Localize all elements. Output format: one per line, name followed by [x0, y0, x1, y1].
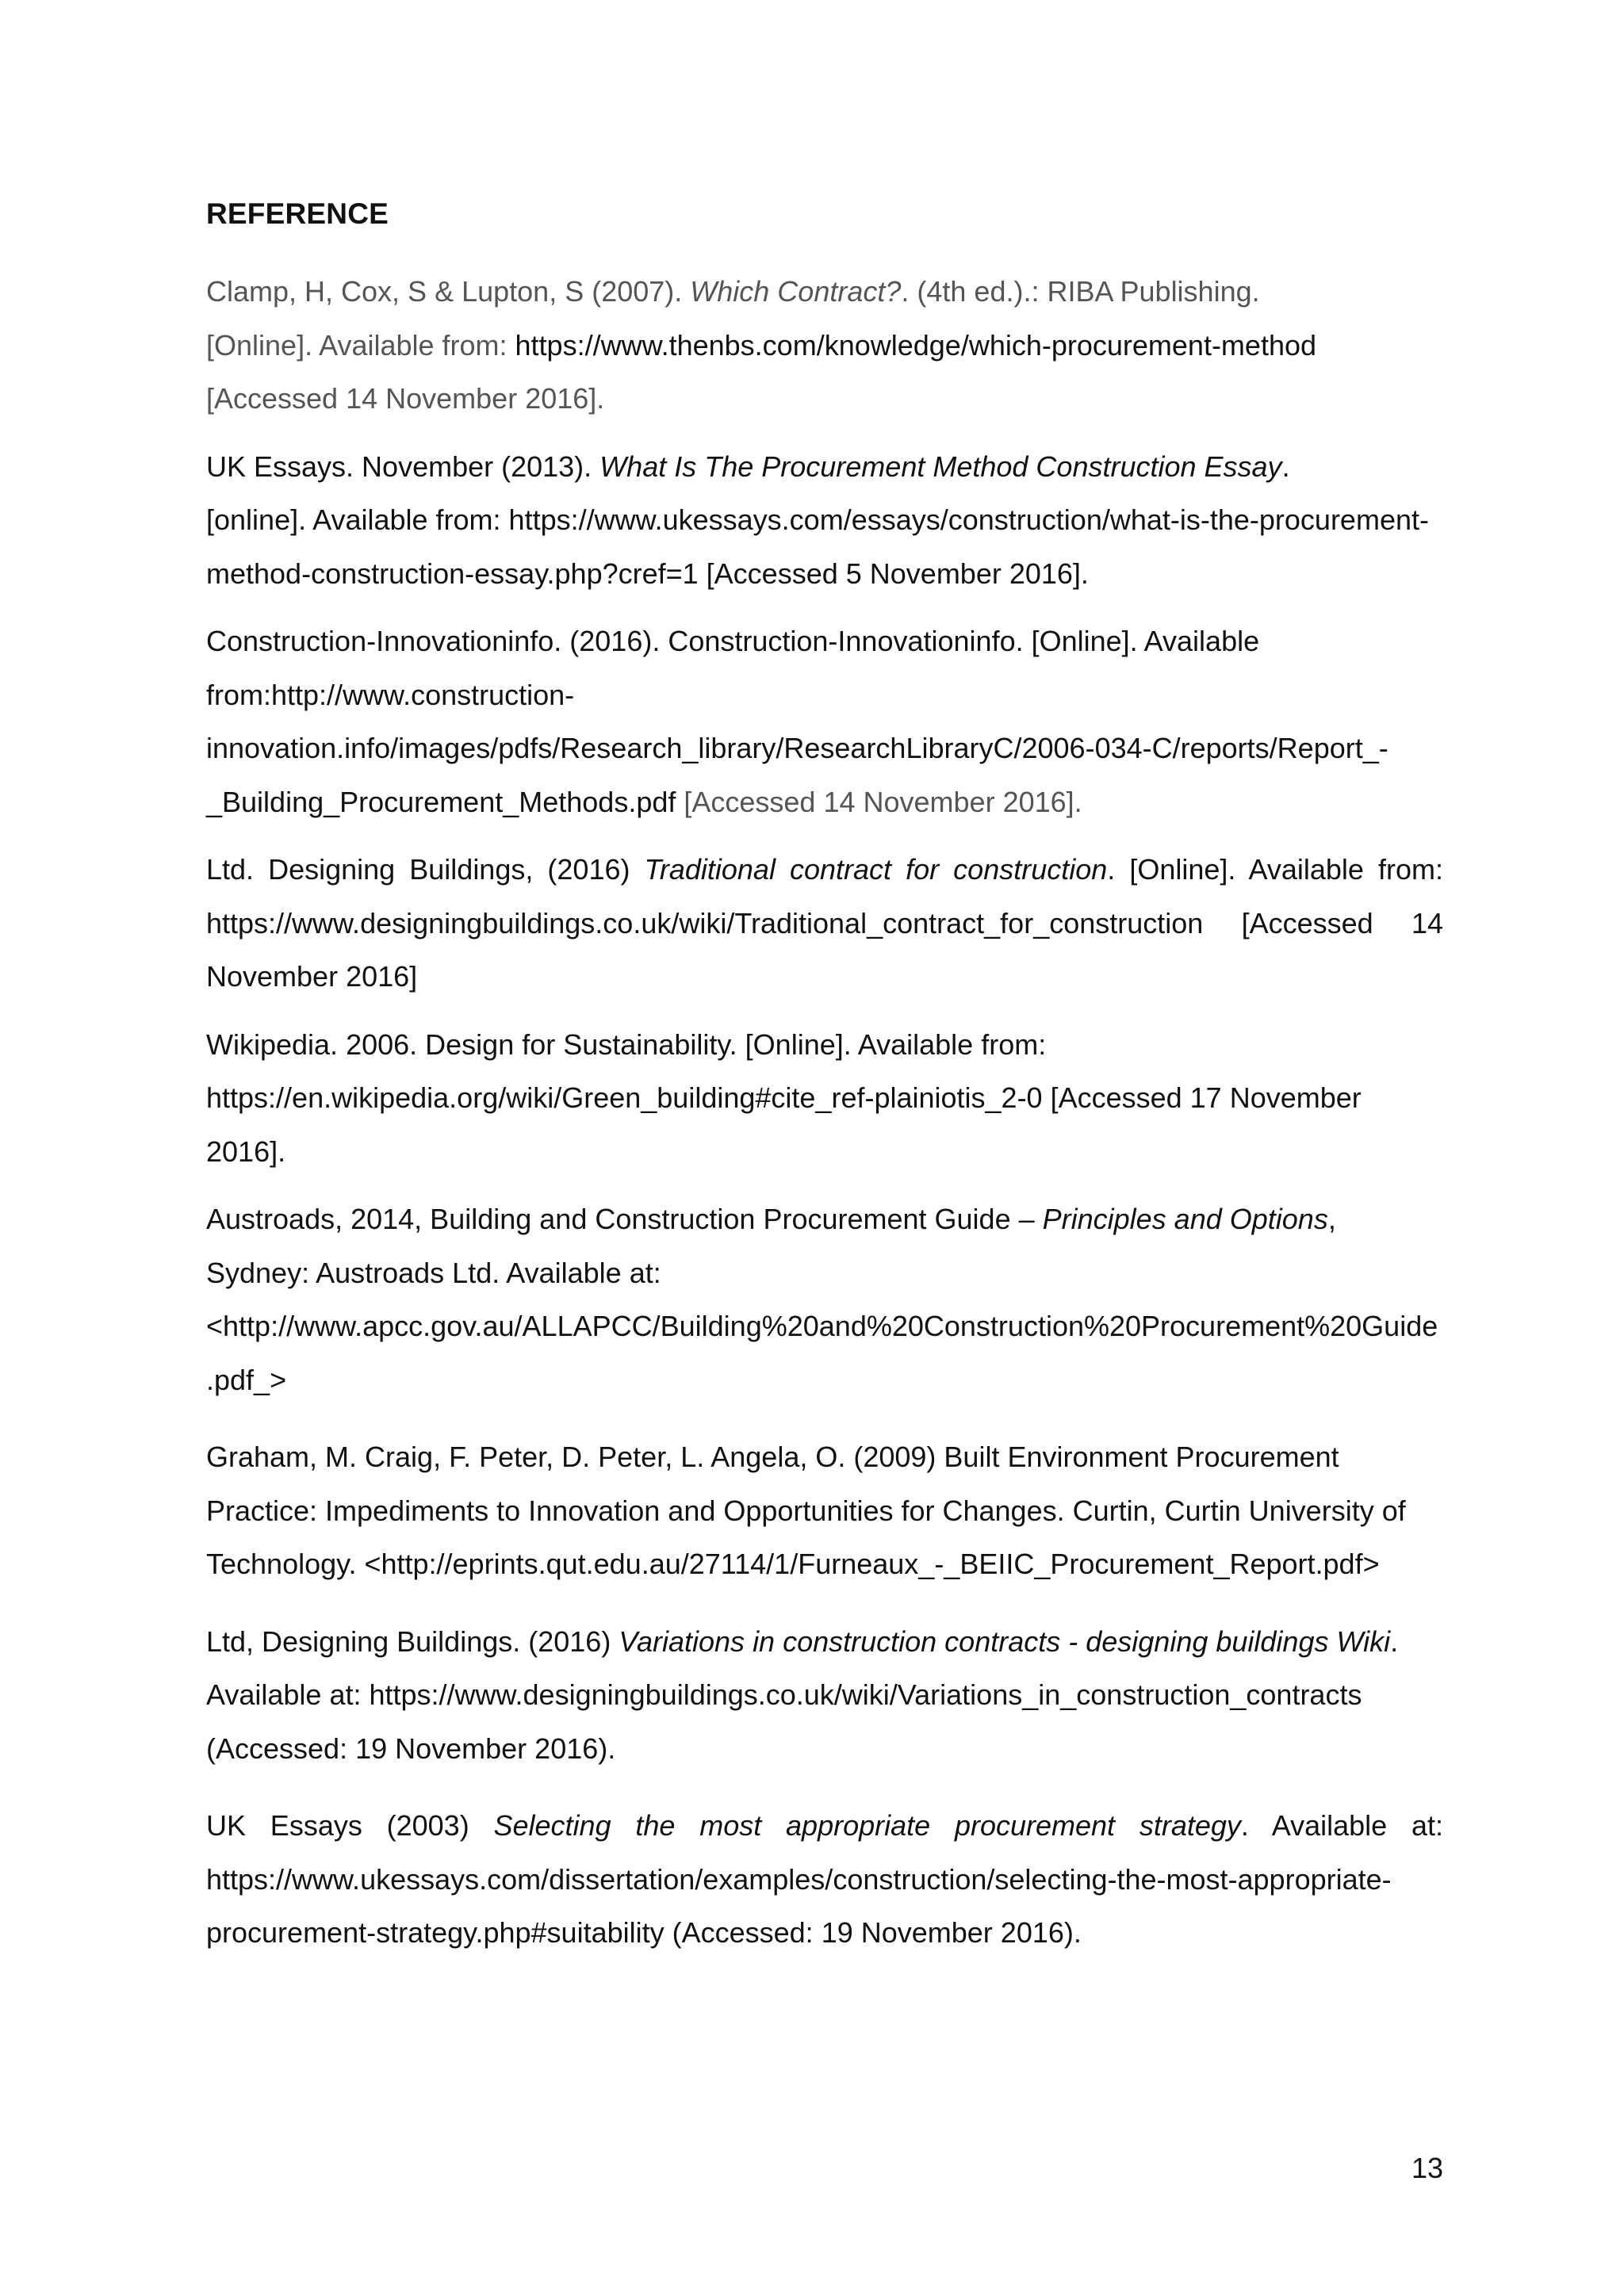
reference-details: , Sydney: Austroads Ltd. Available at: <http://www.apcc.gov.au/ALLAPCC/Building%20and%20Construction%20Procurement%20Guide.pdf_>	[206, 1203, 1438, 1396]
reference-title: Traditional contract for construction	[644, 853, 1108, 886]
reference-authors: UK Essays. November (2013).	[206, 450, 600, 483]
reference-item	[206, 614, 1443, 828]
reference-item	[206, 440, 1443, 601]
reference-online-label: [Online]. Available from:	[206, 328, 515, 362]
reference-details: . (4th ed.).: RIBA Publishing.	[901, 275, 1260, 308]
reference-authors: Ltd. Designing Buildings, (2016)	[206, 853, 645, 886]
reference-details: [online]. Available from: https://www.ukessays.com/essays/construction/what-is-the-procurement-method-construction-essay.php?cref=1 [Accessed 5 November 2016].	[206, 503, 1429, 590]
document-content	[206, 190, 1443, 1974]
reference-item	[206, 843, 1443, 1004]
reference-punct: .	[1281, 450, 1290, 483]
reference-details: Graham, M. Craig, F. Peter, D. Peter, L. Angela, O. (2009) Built Environment Procurement Practice: Impediments to Innovation and Opportunities for Changes. Curtin, Curtin University of Technology. <http://eprints.qut.edu.au/27114/1/Furneaux_-_BEIIC_Procurement_Report.pdf>	[206, 1441, 1406, 1580]
reference-item	[206, 1018, 1443, 1179]
reference-details: . [Online]. Available from: https://www.designingbuildings.co.uk/wiki/Traditional_contract_for_construction [Accessed 14 November 2016]	[206, 853, 1443, 993]
reference-item	[206, 265, 1443, 426]
reference-list	[206, 265, 1443, 1960]
reference-details: . Available at: https://www.ukessays.com/dissertation/examples/construction/selecting-the-most-appropriate-procurement-strategy.php#suitability (Accessed: 19 November 2016).	[206, 1809, 1443, 1949]
reference-item	[206, 1799, 1443, 1960]
reference-details: . Available at: https://www.designingbuildings.co.uk/wiki/Variations_in_construction_contracts (Accessed: 19 November 2016).	[206, 1624, 1399, 1765]
reference-accessed: [Accessed 14 November 2016].	[684, 785, 1082, 818]
page-title: REFERENCE	[206, 197, 389, 230]
reference-authors: Ltd, Designing Buildings. (2016)	[206, 1624, 619, 1658]
reference-item	[206, 1192, 1443, 1406]
reference-title: Selecting the most appropriate procurement strategy	[493, 1809, 1241, 1842]
reference-authors: Clamp, H, Cox, S & Lupton, S (2007).	[206, 275, 691, 308]
reference-title: Which Contract?	[690, 275, 902, 308]
reference-details: Construction-Innovationinfo. (2016). Construction-Innovationinfo. [Online]. Available from:http://www.construction-innovation.info/images/pdfs/Research_library/ResearchLibraryC/2006-034-C/reports/Report_-_Building_Procurement_Methods.pdf	[206, 625, 1388, 818]
reference-url: https://www.thenbs.com/knowledge/which-procurement-method	[515, 328, 1317, 362]
reference-title: Variations in construction contracts - designing buildings Wiki	[619, 1624, 1391, 1658]
reference-accessed: [Accessed 14 November 2016].	[206, 382, 605, 415]
reference-authors: Austroads, 2014, Building and Construction Procurement Guide –	[206, 1203, 1043, 1235]
reference-authors: UK Essays (2003)	[206, 1809, 494, 1842]
reference-details: Wikipedia. 2006. Design for Sustainability. [Online]. Available from: https://en.wikipedia.org/wiki/Green_building#cite_ref-plainiotis_2-0 [Accessed 17 November 2016].	[206, 1027, 1362, 1168]
reference-item	[206, 1430, 1443, 1591]
page-number: 13	[1411, 2152, 1443, 2184]
reference-item	[206, 1615, 1443, 1776]
reference-title: What Is The Procurement Method Construction Essay	[599, 450, 1282, 483]
reference-title: Principles and Options	[1042, 1203, 1328, 1235]
